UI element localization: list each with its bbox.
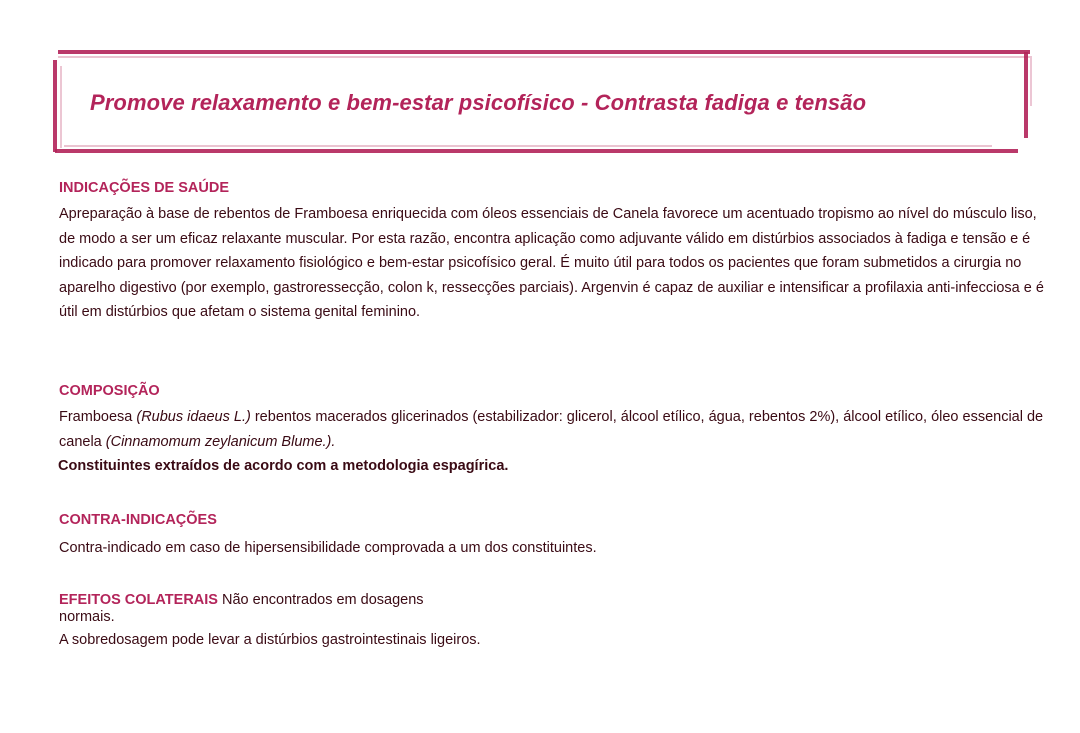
section-heading-indicacoes: INDICAÇÕES DE SAÚDE [59, 180, 229, 196]
section-contra-indicacoes [59, 512, 1044, 561]
section-heading-contra-indicacoes: CONTRA-INDICAÇÕES [59, 512, 217, 528]
section-composicao [59, 383, 1044, 477]
section-indicacoes [59, 180, 1044, 325]
composicao-text-part2: rebentos macerados glicerinados (estabilizador: glicerol, álcool etílico, água, rebentos 2%), álcool etílico, óleo essencial de canela [59, 409, 1044, 450]
composicao-latin-name-1: (Rubus idaeus L.) [136, 409, 251, 425]
efeitos-text-1: Não encontrados em dosagens [217, 592, 424, 608]
composicao-text [59, 405, 1044, 455]
section-heading-composicao: COMPOSIÇÃO [59, 383, 160, 399]
composicao-latin-name-2: (Cinnamomum zeylanicum Blume.). [105, 434, 336, 450]
composicao-text-part1: Framboesa [59, 409, 137, 425]
efeitos-text-2: normais. [59, 609, 115, 625]
section-heading-efeitos-colaterais: EFEITOS COLATERAIS [59, 592, 218, 608]
page-title: Promove relaxamento e bem-estar psicofísico - Contrasta fadiga e tensão [90, 90, 867, 115]
contra-indicacoes-text: Contra-indicado em caso de hipersensibilidade comprovada a um dos constituintes. [59, 540, 597, 556]
section-efeitos-colaterais [59, 592, 1044, 649]
efeitos-line-1 [59, 592, 1044, 609]
title-banner [52, 48, 1034, 158]
composicao-note: Constituintes extraídos de acordo com a metodologia espagírica. [58, 458, 509, 474]
efeitos-text-3: A sobredosagem pode levar a distúrbios gastrointestinais ligeiros. [59, 632, 481, 648]
indicacoes-text: Apreparação à base de rebentos de Framboesa enriquecida com óleos essenciais de Canela favorece um acentuado tropismo ao nível do músculo liso, de modo a ser um eficaz relaxante muscular. Por esta razão, encontra aplicação como adjuvante válido em distúrbios associados à fadiga e tensão e é indicado para promover relaxamento fisiológico e bem-estar psicofísico geral. É muito útil para todos os pacientes que foram submetidos a cirurgia no aparelho digestivo (por exemplo, gastroressecção, colon k, ressecções parciais). Argenvin é capaz de auxiliar e intensificar a profilaxia anti-infecciosa e é útil em distúrbios que afetam o sistema genital feminino. [59, 206, 1044, 320]
